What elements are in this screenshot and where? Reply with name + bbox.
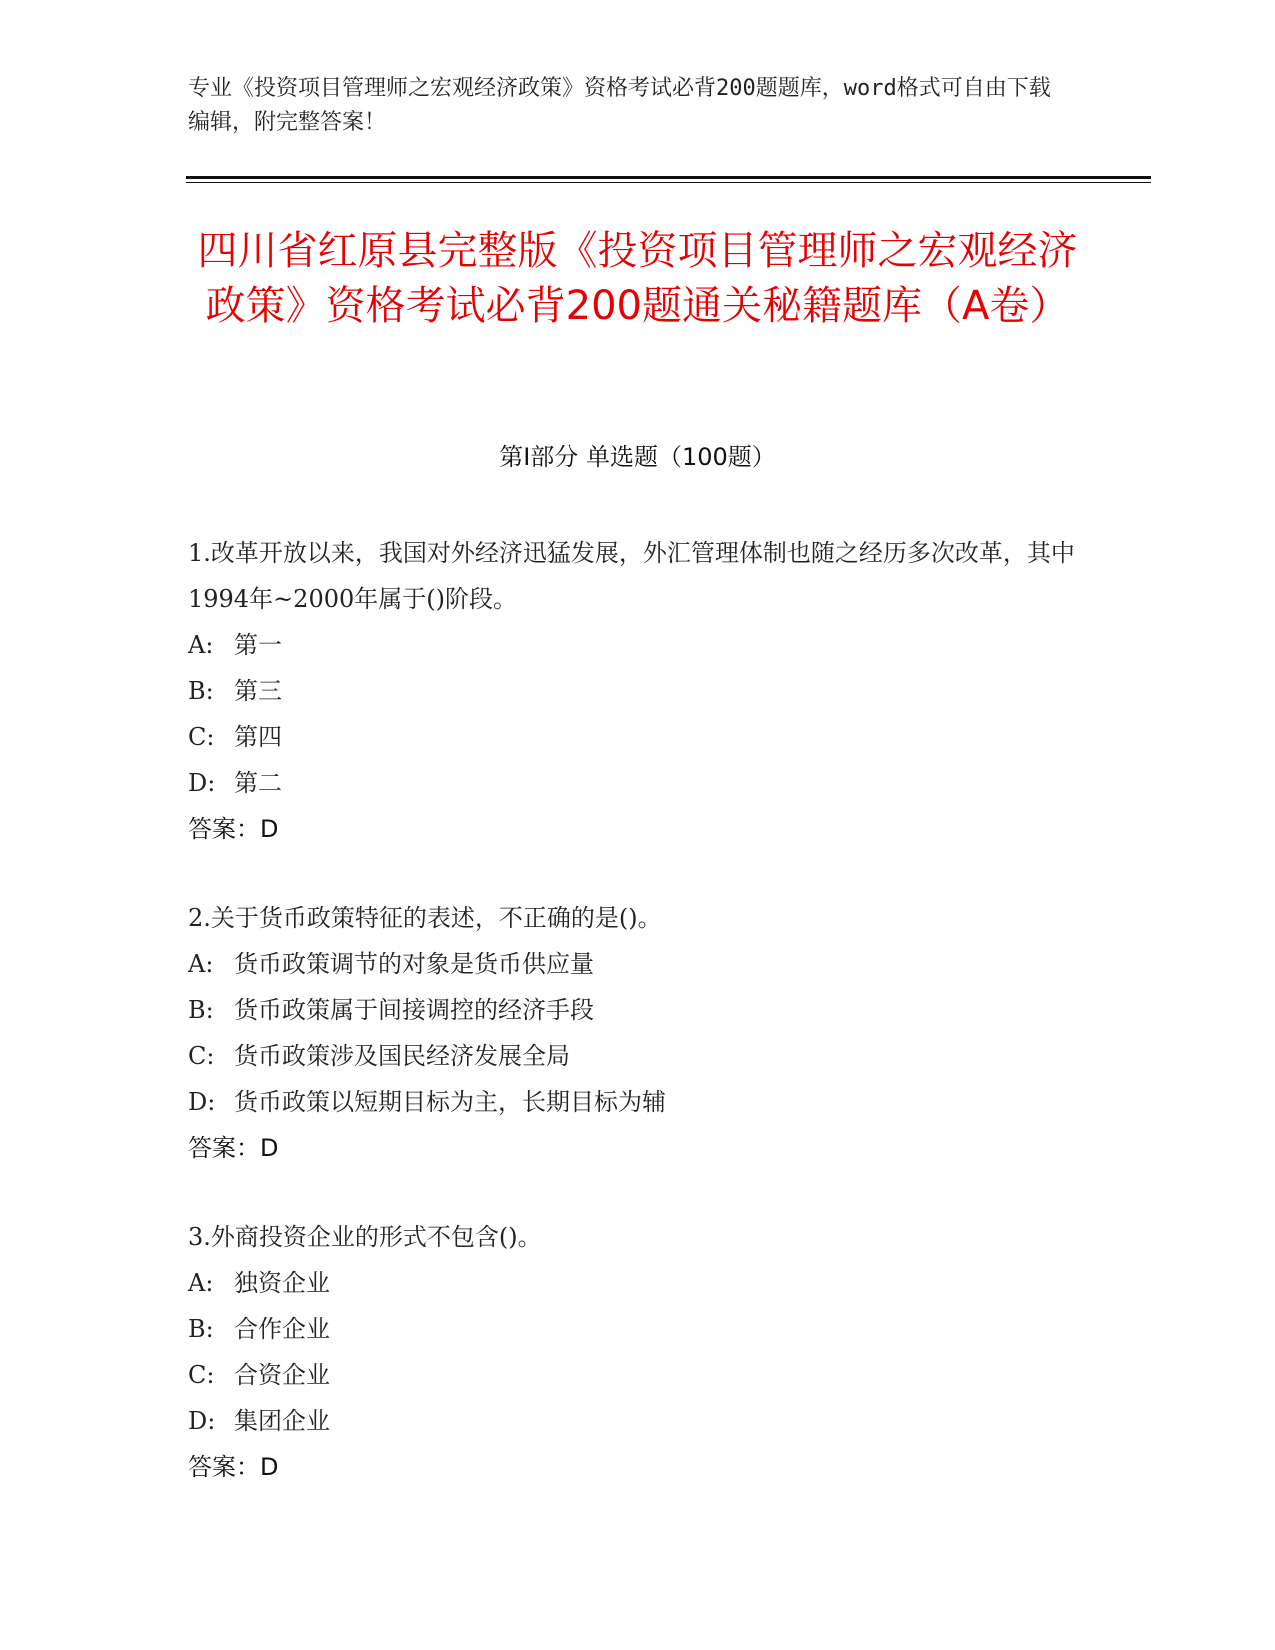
header-divider-thin bbox=[186, 182, 1151, 183]
question-2 bbox=[188, 895, 1088, 1171]
option-a bbox=[188, 941, 1088, 987]
option-letter: B: bbox=[188, 996, 214, 1024]
option-text: 第三 bbox=[234, 677, 282, 705]
option-letter: D: bbox=[188, 1088, 216, 1116]
option-letter: A: bbox=[188, 1269, 214, 1297]
option-letter: D: bbox=[188, 1407, 216, 1435]
option-text: 合作企业 bbox=[234, 1315, 330, 1343]
question-stem: 3.外商投资企业的形式不包含()。 bbox=[188, 1223, 542, 1251]
option-text: 货币政策属于间接调控的经济手段 bbox=[234, 996, 594, 1024]
option-c bbox=[188, 714, 1088, 760]
option-d bbox=[188, 760, 1088, 806]
option-text: 第一 bbox=[234, 631, 282, 659]
option-letter: D: bbox=[188, 769, 216, 797]
question-1 bbox=[188, 530, 1088, 852]
option-c bbox=[188, 1352, 1088, 1398]
option-b bbox=[188, 987, 1088, 1033]
question-stem: 1.改革开放以来，我国对外经济迅猛发展，外汇管理体制也随之经历多次改革，其中1994年~2000年属于()阶段。 bbox=[188, 539, 1075, 613]
option-text: 货币政策涉及国民经济发展全局 bbox=[234, 1042, 570, 1070]
question-list bbox=[188, 530, 1088, 1533]
section-title: 第Ⅰ部分 单选题（100题） bbox=[499, 443, 776, 471]
answer: 答案：D bbox=[188, 1134, 279, 1162]
option-d bbox=[188, 1398, 1088, 1444]
option-letter: C: bbox=[188, 1361, 215, 1389]
option-a bbox=[188, 1260, 1088, 1306]
option-letter: A: bbox=[188, 950, 214, 978]
option-c bbox=[188, 1033, 1088, 1079]
question-3 bbox=[188, 1214, 1088, 1490]
option-letter: B: bbox=[188, 1315, 214, 1343]
option-text: 货币政策调节的对象是货币供应量 bbox=[234, 950, 594, 978]
question-stem: 2.关于货币政策特征的表述，不正确的是()。 bbox=[188, 904, 662, 932]
option-a bbox=[188, 622, 1088, 668]
option-text: 第二 bbox=[234, 769, 282, 797]
option-letter: C: bbox=[188, 723, 215, 751]
document-title: 四川省红原县完整版《投资项目管理师之宏观经济政策》资格考试必背200题通关秘籍题库（A卷） bbox=[197, 228, 1078, 329]
header-divider-thick bbox=[186, 176, 1151, 179]
answer: 答案：D bbox=[188, 1453, 279, 1481]
option-text: 独资企业 bbox=[234, 1269, 330, 1297]
answer: 答案：D bbox=[188, 815, 279, 843]
option-d bbox=[188, 1079, 1088, 1125]
option-letter: A: bbox=[188, 631, 214, 659]
option-text: 第四 bbox=[234, 723, 282, 751]
option-text: 合资企业 bbox=[234, 1361, 330, 1389]
option-text: 货币政策以短期目标为主，长期目标为辅 bbox=[234, 1088, 666, 1116]
option-text: 集团企业 bbox=[234, 1407, 330, 1435]
option-b bbox=[188, 668, 1088, 714]
option-letter: C: bbox=[188, 1042, 215, 1070]
option-letter: B: bbox=[188, 677, 214, 705]
option-b bbox=[188, 1306, 1088, 1352]
header-note: 专业《投资项目管理师之宏观经济政策》资格考试必背200题题库，word格式可自由下载编辑，附完整答案！ bbox=[188, 76, 1051, 135]
